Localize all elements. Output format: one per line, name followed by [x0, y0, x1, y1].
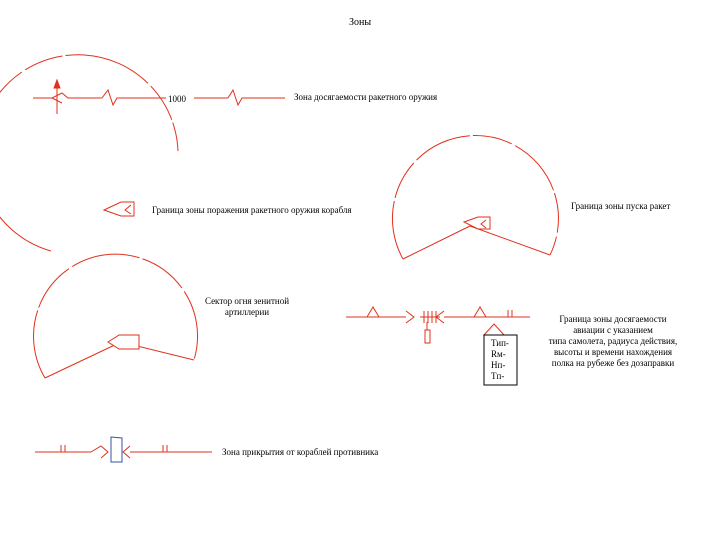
aa-fire-sector	[34, 254, 198, 378]
aviation-reach-caption	[538, 314, 688, 369]
aviation-caption-line-5: полка на рубеже без дозаправки	[551, 358, 675, 368]
missile-reach-line	[33, 80, 285, 114]
aa-fire-caption-line-1: Сектор огня зенитной	[204, 296, 290, 306]
cover-zone-line	[35, 437, 212, 462]
aviation-caption-line-4: высоты и времени нахождения	[553, 347, 673, 357]
page-title: Зоны	[348, 17, 372, 28]
aviation-box-line-4: Tп-	[491, 371, 505, 381]
aviation-box-line-1: Тип-	[491, 338, 509, 348]
missile-launch-sector	[392, 136, 558, 259]
ship-missile-kill-arc	[0, 55, 178, 251]
aviation-box-line-3: Hп-	[491, 360, 506, 370]
missile-reach-number: 1000	[168, 94, 186, 104]
aviation-caption-line-1: Граница зоны досягаемости	[559, 314, 667, 324]
aviation-box-text	[491, 338, 509, 382]
cover-zone-caption: Зона прикрытия от кораблей противника	[222, 447, 379, 457]
aviation-caption-line-2: авиации с указанием	[573, 325, 653, 335]
missile-launch-caption: Граница зоны пуска ракет	[571, 201, 671, 211]
missile-reach-caption: Зона досягаемости ракетного оружия	[294, 92, 438, 102]
aa-fire-caption	[200, 296, 294, 318]
ship-missile-kill-caption: Граница зоны поражения ракетного оружия корабля	[152, 205, 352, 215]
aviation-caption-line-3: типа самолета, радиуса действия,	[548, 336, 678, 346]
aviation-box-line-2: Rм-	[491, 349, 506, 359]
aa-fire-caption-line-2: артиллерии	[224, 307, 270, 317]
